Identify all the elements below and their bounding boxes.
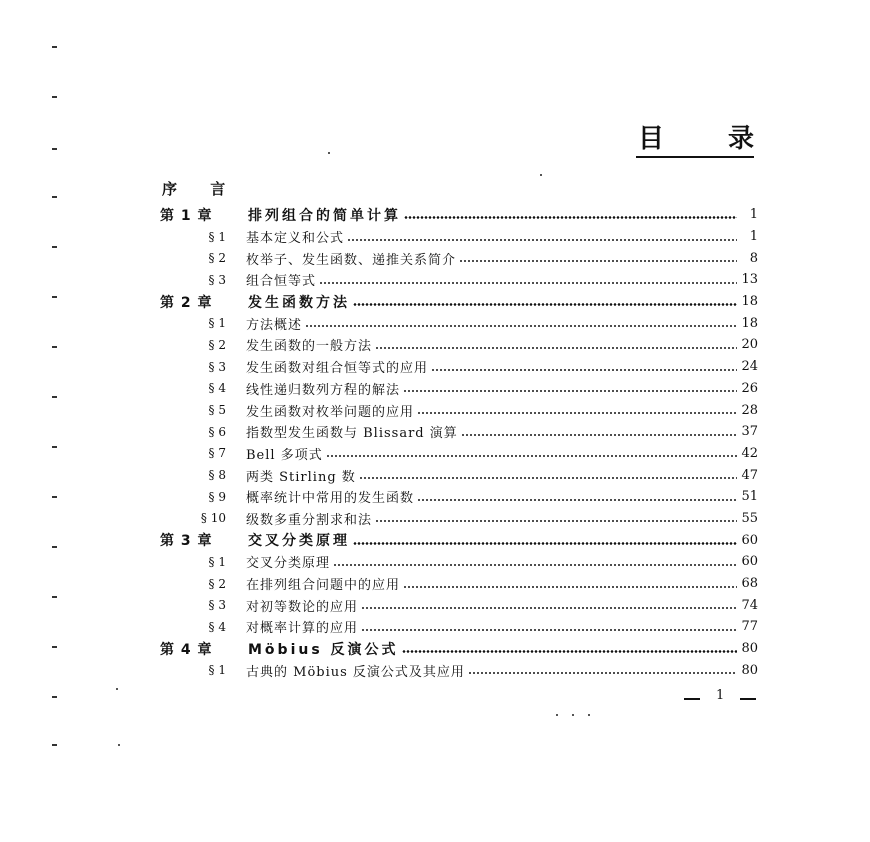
toc-entry-title: 两类 Stirling 数 bbox=[246, 469, 356, 485]
dot-leader bbox=[403, 586, 737, 588]
toc-entry-title: 对初等数论的应用 bbox=[246, 599, 359, 615]
toc-entry-title: 方法概述 bbox=[246, 317, 303, 333]
margin-mark bbox=[52, 546, 57, 548]
dot-leader bbox=[375, 347, 737, 349]
toc-entry-number: 第 4 章 bbox=[160, 641, 213, 658]
toc-entry-page: 80 bbox=[741, 641, 758, 657]
toc-entry-title: 排列组合的简单计算 bbox=[248, 207, 401, 224]
toc-chapter-3 bbox=[158, 529, 758, 551]
toc-entry-title: 发生函数对枚举问题的应用 bbox=[246, 404, 415, 420]
toc-entry-number: § 3 bbox=[208, 598, 226, 613]
scan-speck bbox=[118, 744, 120, 746]
dot-leader bbox=[468, 672, 737, 674]
toc-section bbox=[158, 573, 758, 595]
margin-mark bbox=[52, 696, 57, 698]
toc-entry-page: 18 bbox=[741, 315, 758, 331]
margin-mark bbox=[52, 96, 57, 98]
footer-dash bbox=[684, 698, 700, 700]
dot-leader bbox=[403, 390, 737, 392]
margin-mark bbox=[52, 496, 57, 498]
toc-entry-page: 13 bbox=[741, 272, 758, 288]
toc-entry-number: § 5 bbox=[208, 403, 226, 418]
toc-entry-page: 26 bbox=[741, 380, 758, 396]
toc-entry-number: § 2 bbox=[208, 337, 226, 352]
toc-entry-number: 第 1 章 bbox=[160, 207, 213, 224]
scan-speck bbox=[556, 714, 558, 716]
toc-section bbox=[158, 443, 758, 465]
footer-dash bbox=[740, 698, 756, 700]
toc-entry-page: 28 bbox=[741, 402, 758, 418]
toc-section bbox=[158, 464, 758, 486]
toc-entry-title: 组合恒等式 bbox=[246, 274, 317, 290]
dot-leader bbox=[359, 477, 737, 479]
toc-chapter-1 bbox=[158, 204, 758, 226]
table-of-contents bbox=[158, 204, 758, 681]
toc-entry-number: § 4 bbox=[208, 619, 226, 634]
toc-entry-page: 47 bbox=[741, 467, 758, 483]
toc-section bbox=[158, 508, 758, 530]
margin-mark bbox=[52, 646, 57, 648]
toc-entry-title: 指数型发生函数与 Blissard 演算 bbox=[246, 426, 458, 442]
dot-leader bbox=[353, 303, 737, 306]
toc-entry-title: 发生函数对组合恒等式的应用 bbox=[246, 361, 429, 377]
page-title-char-1: 目 bbox=[638, 124, 665, 154]
toc-entry-page: 51 bbox=[741, 489, 758, 505]
toc-entry-title: 交叉分类原理 bbox=[248, 533, 350, 550]
toc-entry-number: § 7 bbox=[208, 446, 226, 461]
toc-chapter-2 bbox=[158, 291, 758, 313]
dot-leader bbox=[461, 434, 737, 436]
toc-section bbox=[158, 486, 758, 508]
toc-section bbox=[158, 594, 758, 616]
toc-entry-number: 第 3 章 bbox=[160, 533, 213, 550]
toc-section bbox=[158, 378, 758, 400]
toc-entry-number: § 8 bbox=[208, 468, 226, 483]
dot-leader bbox=[319, 282, 737, 284]
dot-leader bbox=[353, 542, 737, 545]
toc-section bbox=[158, 269, 758, 291]
toc-section bbox=[158, 616, 758, 638]
scan-speck bbox=[540, 174, 542, 176]
margin-mark bbox=[52, 196, 57, 198]
margin-mark bbox=[52, 396, 57, 398]
dot-leader bbox=[417, 499, 737, 501]
toc-entry-page: 80 bbox=[741, 662, 758, 678]
dot-leader bbox=[431, 369, 737, 371]
toc-entry-title: Bell 多项式 bbox=[246, 447, 323, 463]
page-footer bbox=[684, 688, 756, 708]
toc-entry-page: 74 bbox=[741, 597, 758, 613]
toc-entry-number: § 3 bbox=[208, 359, 226, 374]
toc-section bbox=[158, 421, 758, 443]
toc-entry-page: 1 bbox=[749, 229, 758, 245]
toc-entry-title: 发生函数方法 bbox=[248, 294, 350, 311]
toc-section bbox=[158, 226, 758, 248]
toc-entry-page: 8 bbox=[749, 250, 758, 266]
toc-entry-title: 交叉分类原理 bbox=[246, 556, 331, 572]
toc-entry-number: § 1 bbox=[208, 316, 226, 331]
dot-leader bbox=[375, 520, 737, 522]
margin-mark bbox=[52, 446, 57, 448]
toc-entry-number: § 10 bbox=[200, 511, 226, 526]
toc-entry-page: 60 bbox=[741, 532, 758, 548]
toc-entry-title: Möbius 反演公式 bbox=[248, 641, 399, 658]
dot-leader bbox=[326, 455, 737, 457]
dot-leader bbox=[361, 629, 737, 631]
margin-mark bbox=[52, 148, 57, 150]
toc-entry-page: 18 bbox=[741, 294, 758, 310]
toc-entry-title: 古典的 Möbius 反演公式及其应用 bbox=[246, 664, 465, 680]
page-number: 1 bbox=[716, 688, 725, 703]
toc-entry-page: 68 bbox=[741, 576, 758, 592]
dot-leader bbox=[402, 650, 737, 653]
margin-mark bbox=[52, 46, 57, 48]
margin-mark bbox=[52, 744, 57, 746]
toc-entry-page: 60 bbox=[741, 554, 758, 570]
toc-entry-number: § 1 bbox=[208, 554, 226, 569]
margin-mark bbox=[52, 346, 57, 348]
dot-leader bbox=[333, 564, 737, 566]
toc-entry-page: 55 bbox=[741, 510, 758, 526]
toc-entry-title: 枚举子、发生函数、递推关系简介 bbox=[246, 252, 457, 268]
dot-leader bbox=[305, 325, 737, 327]
toc-entry-title: 线性递归数列方程的解法 bbox=[246, 382, 401, 398]
scan-speck bbox=[328, 152, 330, 154]
preface-heading: 序 言 bbox=[162, 180, 240, 198]
toc-entry-number: § 2 bbox=[208, 576, 226, 591]
scan-speck bbox=[572, 714, 574, 716]
toc-section bbox=[158, 356, 758, 378]
toc-section bbox=[158, 659, 758, 681]
toc-section bbox=[158, 399, 758, 421]
toc-entry-number: § 3 bbox=[208, 272, 226, 287]
margin-mark bbox=[52, 296, 57, 298]
toc-entry-page: 37 bbox=[741, 424, 758, 440]
page-title-char-2: 录 bbox=[727, 124, 754, 154]
toc-entry-title: 基本定义和公式 bbox=[246, 231, 345, 247]
toc-entry-number: § 4 bbox=[208, 381, 226, 396]
dot-leader bbox=[417, 412, 737, 414]
toc-entry-title: 概率统计中常用的发生函数 bbox=[246, 491, 415, 507]
toc-entry-number: § 1 bbox=[208, 229, 226, 244]
toc-chapter-4 bbox=[158, 638, 758, 660]
toc-section bbox=[158, 551, 758, 573]
toc-section bbox=[158, 247, 758, 269]
toc-entry-page: 20 bbox=[741, 337, 758, 353]
toc-entry-number: § 1 bbox=[208, 663, 226, 678]
toc-entry-title: 发生函数的一般方法 bbox=[246, 339, 373, 355]
page-title bbox=[636, 126, 754, 158]
toc-entry-number: § 2 bbox=[208, 251, 226, 266]
toc-entry-title: 在排列组合问题中的应用 bbox=[246, 578, 401, 594]
toc-entry-page: 24 bbox=[741, 359, 758, 375]
toc-entry-number: § 9 bbox=[208, 489, 226, 504]
toc-entry-page: 77 bbox=[741, 619, 758, 635]
toc-entry-title: 对概率计算的应用 bbox=[246, 621, 359, 637]
toc-entry-number: § 6 bbox=[208, 424, 226, 439]
dot-leader bbox=[347, 239, 737, 241]
dot-leader bbox=[404, 216, 737, 219]
scan-speck bbox=[588, 714, 590, 716]
margin-mark bbox=[52, 596, 57, 598]
toc-section bbox=[158, 312, 758, 334]
toc-entry-title: 级数多重分割求和法 bbox=[246, 512, 373, 528]
dot-leader bbox=[361, 607, 737, 609]
margin-mark bbox=[52, 246, 57, 248]
toc-entry-number: 第 2 章 bbox=[160, 294, 213, 311]
toc-entry-page: 42 bbox=[741, 445, 758, 461]
dot-leader bbox=[459, 260, 737, 262]
toc-section bbox=[158, 334, 758, 356]
scan-speck bbox=[116, 688, 118, 690]
toc-entry-page: 1 bbox=[749, 207, 758, 223]
